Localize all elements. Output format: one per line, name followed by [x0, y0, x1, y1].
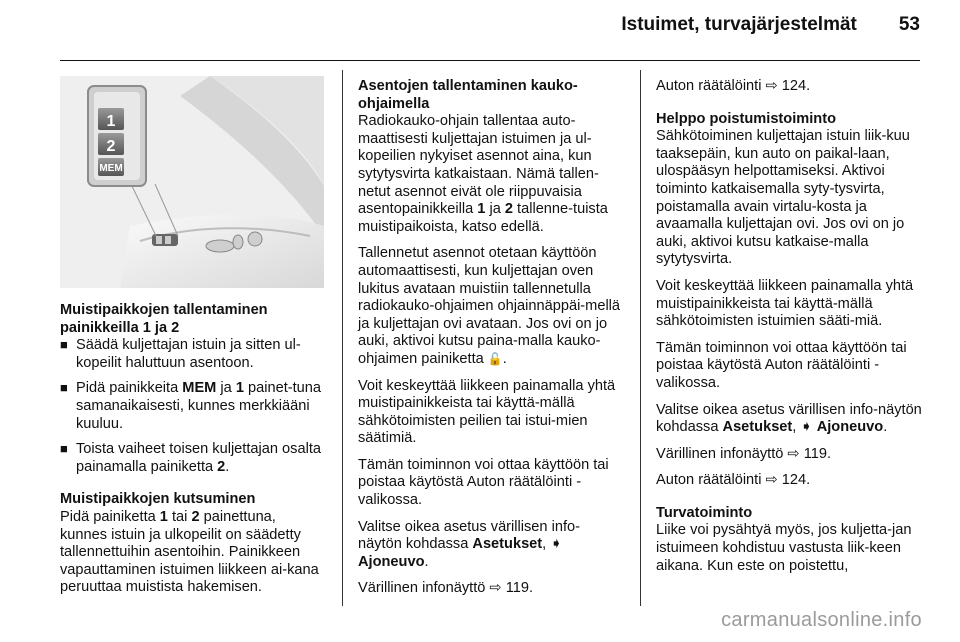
cross-reference: Värillinen infonäyttö ⇨ 119.: [358, 580, 534, 597]
cross-reference: Auton räätälöinti ⇨ 124.: [656, 472, 811, 489]
column-2: [358, 78, 622, 607]
column-1: [60, 302, 326, 606]
heading-remote-store: Asentojen tallentaminen kauko-ohjaimella: [358, 78, 578, 112]
paragraph: Voit keskeyttää liikkeen painamalla yhtä muistipainikkeista tai käyttä-mällä sähkötoimisten istuimien sääti-miä.: [656, 277, 914, 330]
paragraph: Tämän toiminnon voi ottaa käyttöön tai poistaa käytöstä Auton räätälöinti -valikossa.: [656, 339, 907, 391]
steps-list: [60, 337, 326, 476]
watermark: carmanualsonline.info: [721, 609, 922, 631]
heading-easy-exit: Helppo poistumistoiminto: [656, 110, 836, 127]
page-header: [621, 14, 920, 36]
list-item: ■ Säädä kuljettajan istuin ja sitten ul-kopeilit haluttuun asentoon.: [60, 337, 326, 372]
header-rule: [60, 60, 920, 61]
paragraph: Valitse oikea asetus värillisen info-näytön kohdassa Asetukset, ➧ Ajoneuvo.: [656, 401, 922, 436]
list-item: ■ Pidä painikkeita MEM ja 1 painet-tuna samanaikaisesti, kunnes merkkiääni kuuluu.: [60, 380, 326, 433]
column-divider: [342, 70, 343, 606]
paragraph: Liike voi pysähtyä myös, jos kuljetta-jan istuimeen kohdistuu vastusta liik-keen aikana. Kun este on poistettu,: [656, 522, 912, 574]
seat-illustration: [60, 76, 324, 288]
column-3: [656, 78, 922, 584]
paragraph: Sähkötoiminen kuljettajan istuin liik-kuu taaksepäin, kun auto on paikal-laan, ulospääsyn helpottamiseksi. Aktivoi toiminto katkaisemalla syty-tysvirta, poistamalla avain virtalu-kosta ja avaamalla kuljettajan ovi. Jos ovi on jo auki, aktivoi kutsu katkaise-malla sytytysvirta.: [656, 128, 910, 268]
paragraph: Pidä painiketta 1 tai 2 painettuna, kunnes istuin ja ulkopeilit on säädetty tallennettuihin asentoihin. Painikkeen vapauttaminen istuimen liikkeen ai-kana peruuttaa muistista hakemisen.: [60, 508, 319, 596]
button-mem-label: MEM: [99, 163, 123, 174]
memory-buttons-illustration: [60, 76, 324, 288]
heading-safety-function: Turvatoiminto: [656, 504, 753, 521]
button-2-label: 2: [106, 138, 116, 155]
section-title: Istuimet, turvajärjestelmät: [621, 14, 857, 35]
heading-recall-positions: Muistipaikkojen kutsuminen: [60, 491, 256, 508]
paragraph: Tämän toiminnon voi ottaa käyttöön tai poistaa käytöstä Auton räätälöinti -valikossa.: [358, 456, 609, 509]
cross-reference: Auton räätälöinti ⇨ 124.: [656, 78, 811, 94]
button-1-label: 1: [106, 113, 116, 130]
paragraph: Tallennetut asennot otetaan käyttöön automaattisesti, kun kuljettajan oven lukitus avataan muistiin tallennetulla radiokauko-ohjaimen ohjainnäppäi-mellä ja kuljettajan ovi avataan. Jos ovi on jo auki, aktivoi kutsu paina-malla kauko-ohjaimen painiketta 🔓.: [358, 245, 621, 367]
heading-store-positions: Muistipaikkojen tallentaminen painikkeilla 1 ja 2: [60, 302, 268, 336]
column-divider: [640, 70, 641, 606]
paragraph: Radiokauko-ohjain tallentaa auto-maattisesti kuljettajan istuimen ja ul-kopeilien nykyiset asennot aina, kun sytytysvirta katkaistaan. Nämä tallen-netut asennot eivät ole riippuvaisia asentopainikkeilla 1 ja 2 tallenne-tuista muistipaikoista, katso edellä.: [358, 113, 608, 235]
page-number: 53: [898, 14, 920, 35]
paragraph: Voit keskeyttää liikkeen painamalla yhtä muistipainikkeista tai käyttä-mällä sähkötoimisten peilien tai istui-mien säätimiä.: [358, 377, 616, 447]
list-item: ■ Toista vaiheet toisen kuljettajan osalta painamalla painiketta 2.: [60, 441, 326, 476]
unlock-icon: 🔓: [487, 351, 503, 366]
cross-reference: Värillinen infonäyttö ⇨ 119.: [656, 445, 832, 462]
paragraph: Valitse oikea asetus värillisen info-näytön kohdassa Asetukset, ➧ Ajoneuvo.: [358, 518, 580, 570]
